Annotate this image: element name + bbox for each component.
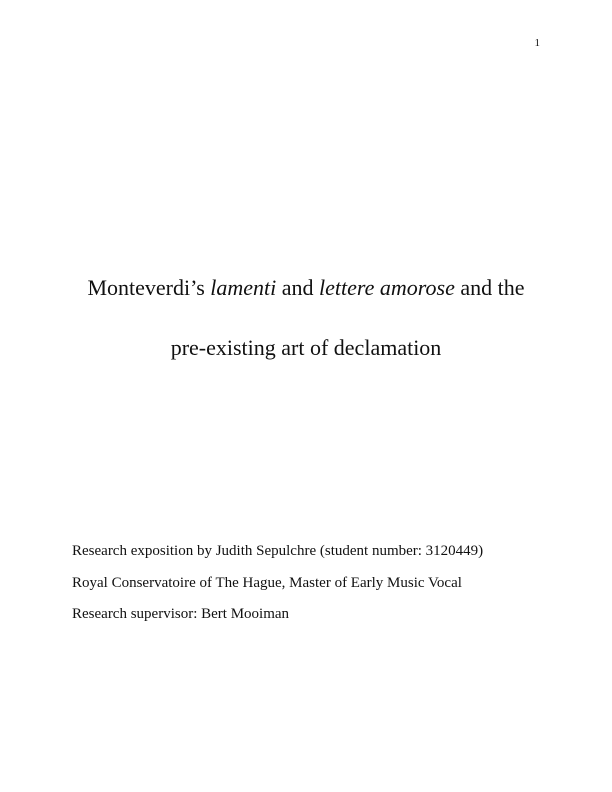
document-details (72, 540, 483, 635)
author-line: Research exposition by Judith Sepulchre (student number: 3120449) (72, 543, 484, 559)
title-italic-lettere-amorose: lettere amorose (319, 275, 455, 300)
title-text-2: and (276, 275, 320, 300)
document-title (0, 270, 612, 390)
title-line-1 (0, 270, 612, 330)
supervisor-line: Research supervisor: Bert Mooiman (72, 606, 290, 622)
page-number: 1 (534, 37, 540, 49)
title-text-3: and the (454, 275, 525, 300)
institution-line: Royal Conservatoire of The Hague, Master of Early Music Vocal (72, 574, 462, 591)
title-line-2: pre-existing art of declamation (170, 335, 442, 360)
title-italic-lamenti: lamenti (210, 275, 277, 300)
title-text-1: Monteverdi’s (87, 275, 211, 300)
